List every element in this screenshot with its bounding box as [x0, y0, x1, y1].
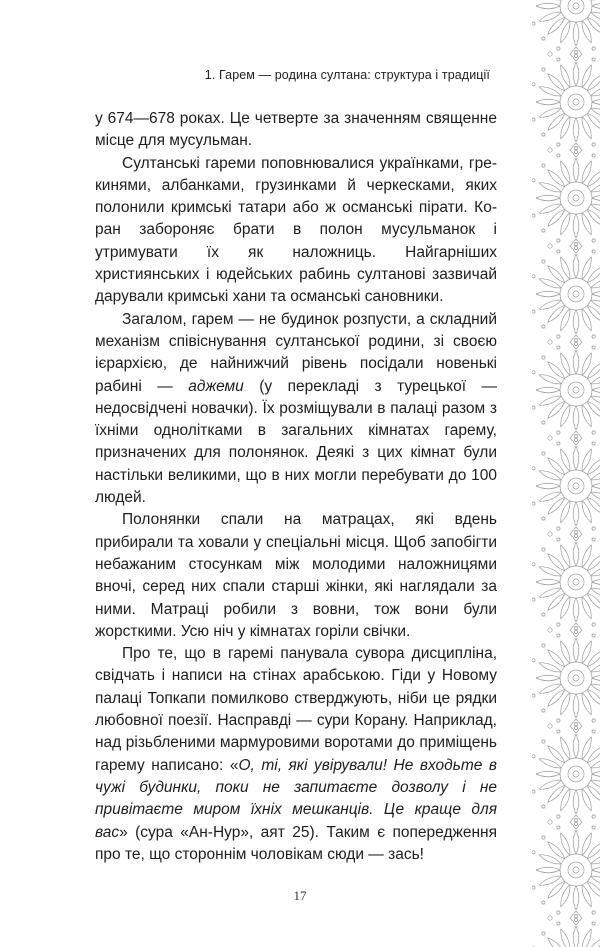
text-run: (у перекладі з турецької — недосвідчені новачки). Їх розміщували в палаці разом з їхніми однолітками в загальних кімнатах гарему, призначених для полонянок. Деякі з цих кімнат були настільки великими, що в них могли перебувати до 100 людей.: [95, 377, 497, 507]
mandala-motif: [532, 630, 600, 733]
text-run: у 674—678 роках. Це четверте за значенням священне місце для мусульман.: [95, 110, 497, 150]
mandala-motif: [532, 54, 600, 157]
text-run: » (сура «Ан-Нур», аят 25). Таким є попередження про те, що стороннім чоловікам сюди — зась!: [95, 823, 497, 863]
mandala-motif: [532, 246, 600, 349]
paragraph: [95, 108, 497, 153]
body-text: [95, 108, 497, 866]
paragraph: [95, 153, 497, 309]
mandala-motif: [532, 534, 600, 637]
mandala-motif: [532, 342, 600, 445]
paragraph: [95, 509, 497, 643]
text-run: Загалом, гарем — не будинок розпусти, а складний механізм співіснування султанської родини, зі своєю ієрархією, де найнижчий рівень посідали новенькі рабині —: [95, 310, 497, 395]
text-run: Полонянки спали на матрацах, які вдень прибирали та ховали у спеціальні місця. Щоб запобігти небажаним стосункам між молодими наложницями вночі, серед них спали старші жінки, які наглядали за ними. Матраці робили з вовни, тож вони були жорсткими. Усю ніч у кімнатах горіли свічки.: [95, 511, 497, 640]
running-header: 1. Гарем — родина султана: структура і традиції: [204, 68, 490, 82]
mandala-motif: [532, 438, 600, 541]
mandala-motif: [532, 150, 600, 253]
italic-text: аджеми: [188, 377, 244, 395]
mandala-ornament-border-icon: [532, 0, 600, 947]
paragraph: [95, 643, 497, 866]
text-run: Про те, що в гаремі панувала сувора дисципліна, свідчать і написи на стінах арабською. Гіди у Новому палаці Топкапи помилково стверджують, ніби це рядки любовної поезії. Насправді — сури Корану. Наприклад, над різьбленими мармуровими воротами до приміщень гарему написано: «: [95, 645, 497, 774]
paragraph: [95, 309, 497, 510]
mandala-motif: [532, 726, 600, 829]
italic-text: О, ті, які увірували! Не входьте в чужі будинки, поки не запитаєте дозволу і не привітаєте миром їхніх мешканців. Це краще для вас: [95, 756, 497, 841]
text-run: Султанські гареми поповнювалися українками, грекинями, албанками, грузинками й черкесками, яких полонили кримські татари або ж османські пірати. Коран забороняє брати в полон мусульманок і утримувати їх як наложниць. Найгарніших християнських і юдейських рабинь султанові зазвичай дарували кримські хани та османські сановники.: [95, 154, 497, 306]
mandala-motif: [532, 0, 600, 61]
page-number: 17: [293, 888, 307, 903]
mandala-motif: [532, 918, 600, 947]
mandala-motif: [532, 822, 600, 925]
